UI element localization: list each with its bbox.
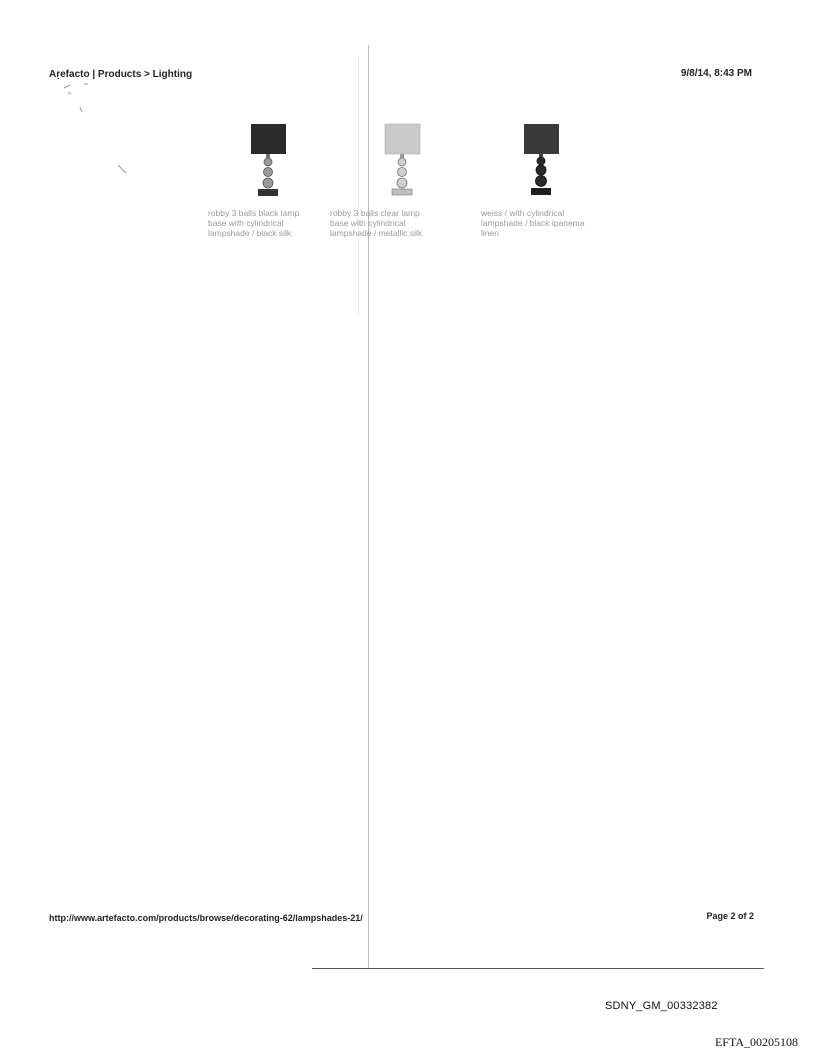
bates-number: SDNY_GM_00332382	[605, 1000, 718, 1012]
page-url: http://www.artefacto.com/products/browse/decorating-62/lampshades-21/	[49, 913, 363, 923]
product-card[interactable]	[330, 122, 442, 238]
lamp-image	[481, 122, 591, 200]
product-caption[interactable]: weiss / with cylindrical lampshade / black ipanema linen	[481, 208, 585, 238]
lamp-image	[330, 122, 440, 200]
breadcrumb: Aṛefacto | Products > Lighting	[49, 69, 193, 80]
product-caption[interactable]: robby 3 balls clear lamp base with cylindrical lampshade / metallic silk	[330, 208, 423, 238]
print-datetime: 9/8/14, 8:43 PM	[680, 68, 752, 79]
product-card[interactable]	[481, 122, 593, 238]
efta-number: EFTA_00205108	[714, 1035, 798, 1049]
page-number: Page 2 of 2	[706, 911, 754, 921]
divider	[312, 968, 764, 969]
lamp-image	[208, 122, 318, 200]
product-card[interactable]	[208, 122, 320, 238]
product-caption[interactable]: robby 3 balls black lamp base with cylindrical lampshade / black silk	[208, 208, 300, 238]
